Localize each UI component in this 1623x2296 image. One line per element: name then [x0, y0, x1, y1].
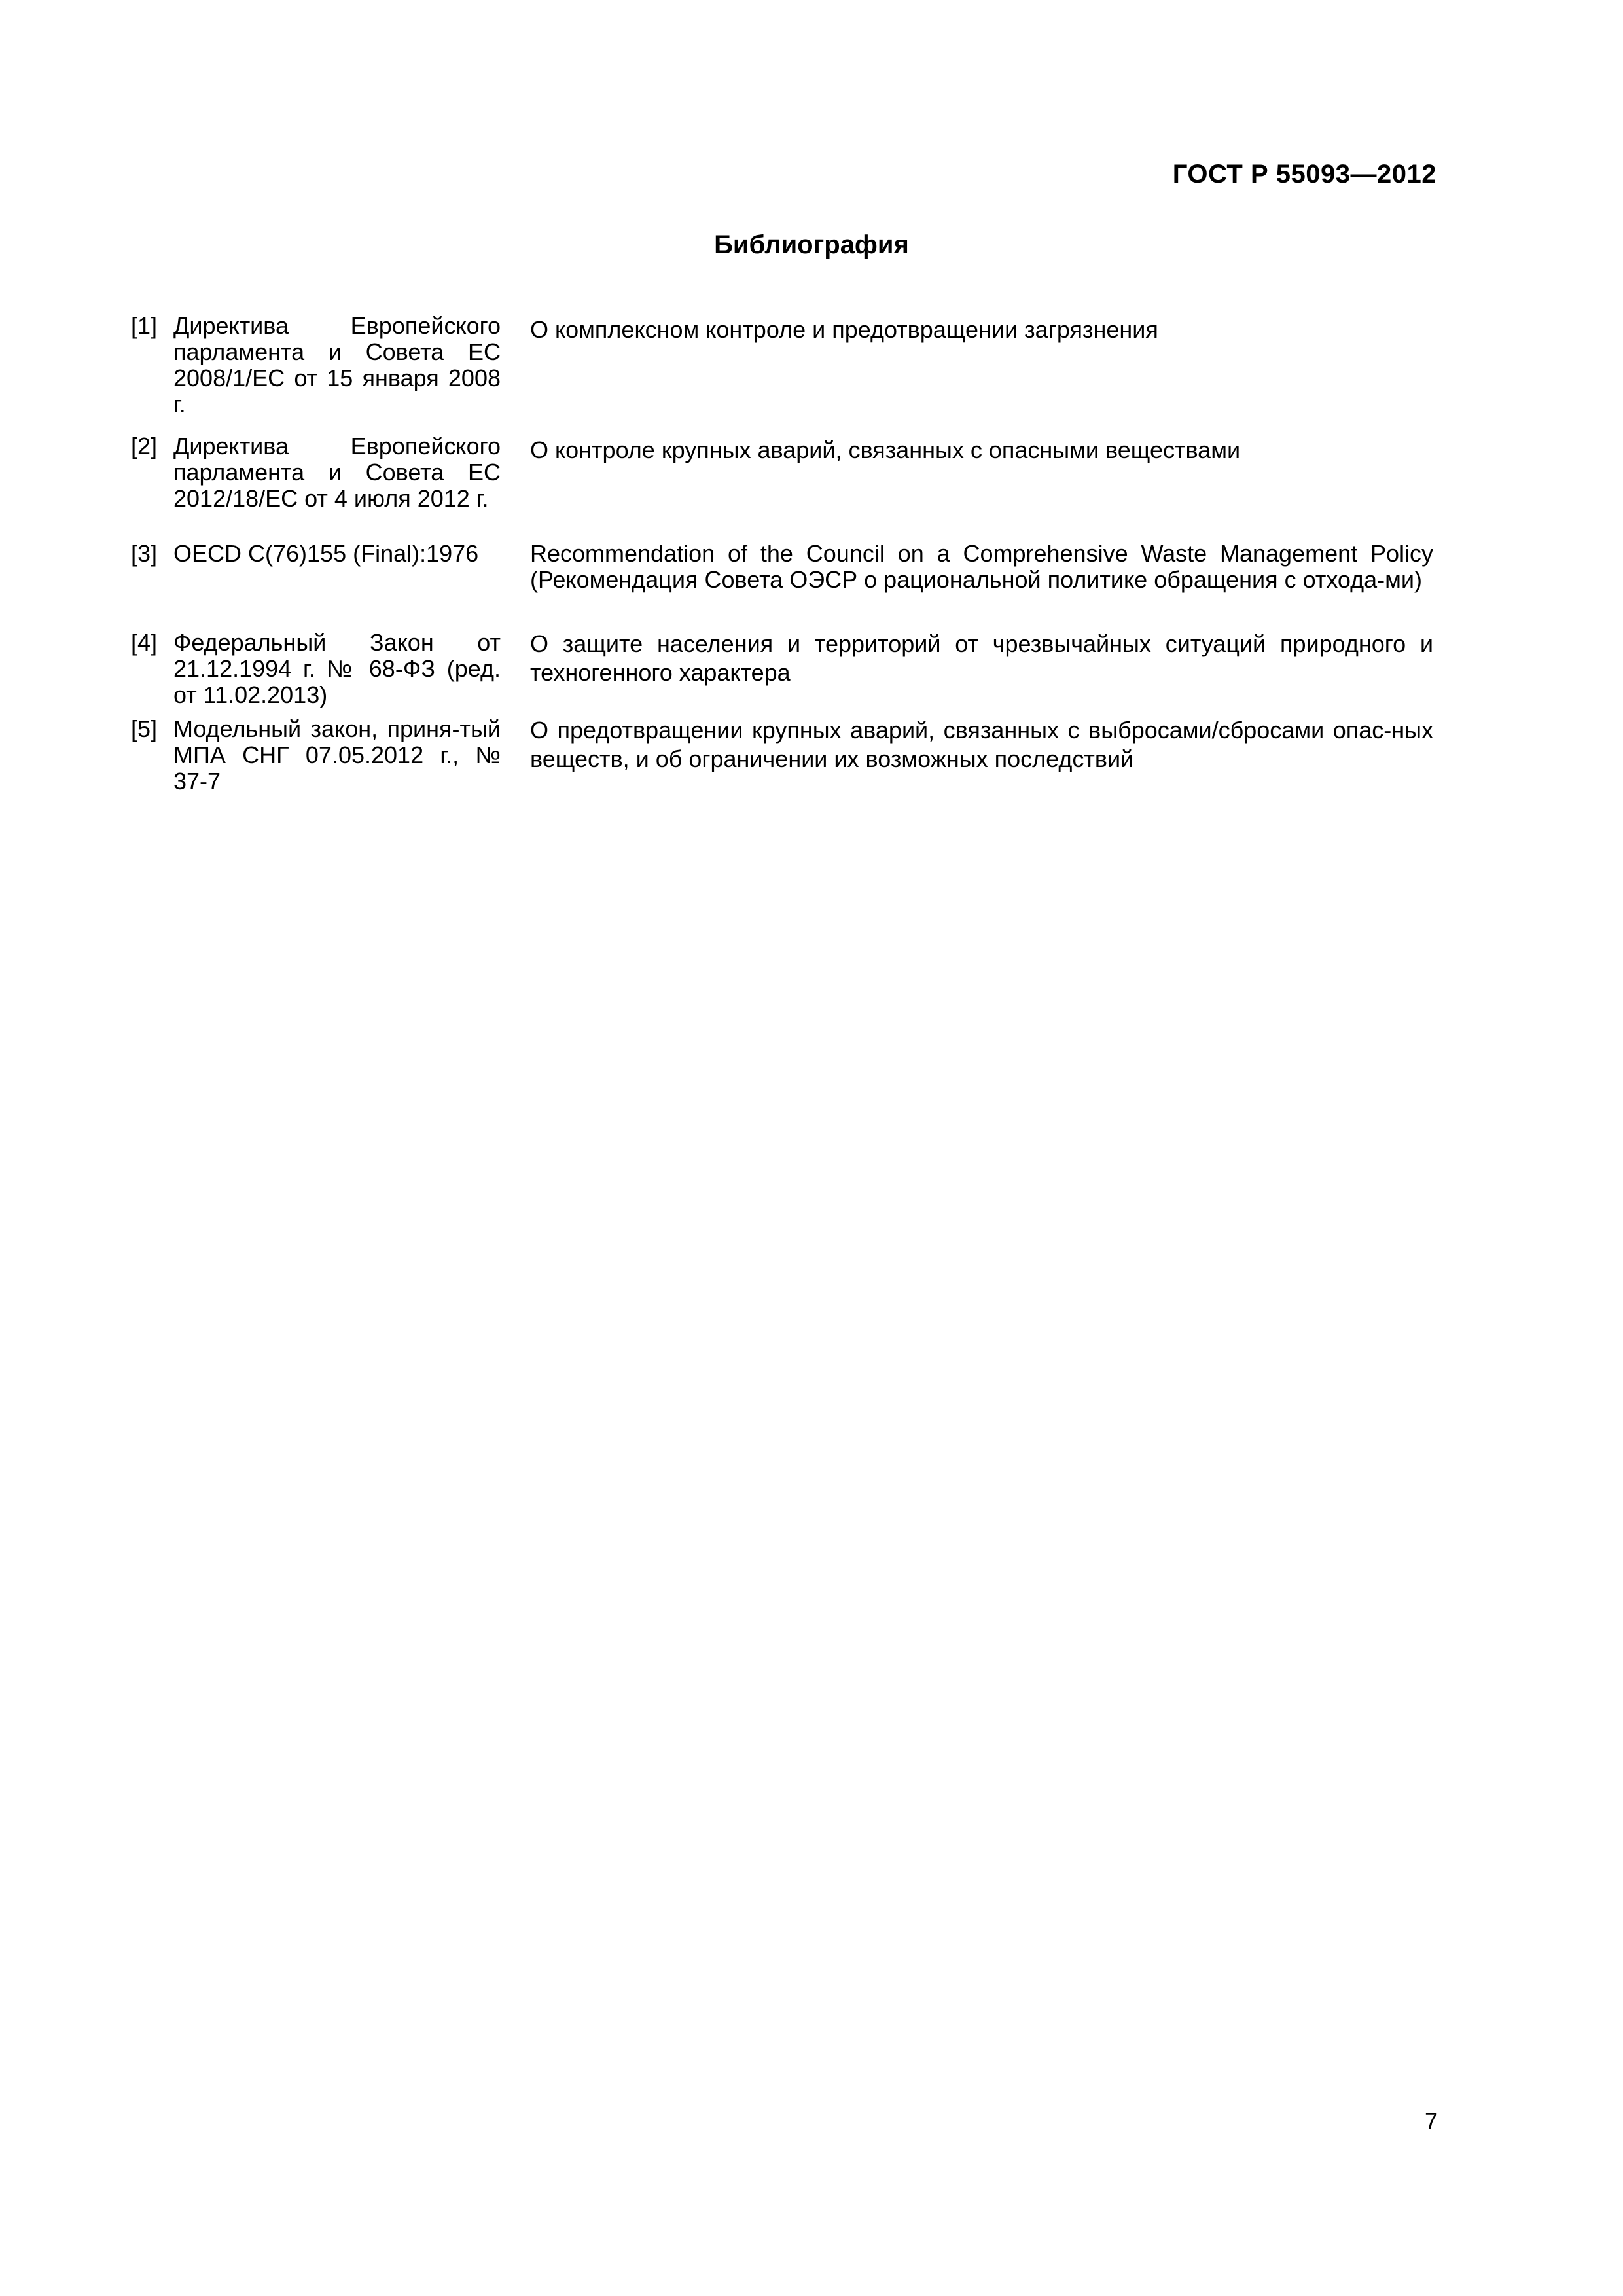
bibliography-list — [131, 313, 1436, 800]
bibliography-entry — [131, 433, 1436, 538]
bibliography-entry — [131, 716, 1436, 797]
entry-number: [3] — [131, 540, 158, 567]
entry-number: [2] — [131, 433, 158, 459]
entry-number: [1] — [131, 312, 158, 339]
entry-number: [5] — [131, 715, 158, 742]
entry-source: Директива Европейского парламента и Совета ЕС 2008/1/ЕС от 15 января 2008 г. — [173, 312, 501, 418]
entry-description: О предотвращении крупных аварий, связанных с выбросами/сбросами опас-ных веществ, и об ограничении их возможных последствий — [530, 717, 1433, 772]
entry-source: OECD C(76)155 (Final):1976 — [173, 540, 479, 567]
bibliography-entry — [131, 313, 1436, 431]
document-code: ГОСТ Р 55093—2012 — [1172, 160, 1436, 188]
entry-source: Директива Европейского парламента и Совета ЕС 2012/18/ЕС от 4 июля 2012 г. — [173, 433, 501, 512]
entry-number: [4] — [131, 629, 158, 656]
page-number: 7 — [1424, 2108, 1438, 2134]
entry-source: Федеральный Закон от 21.12.1994 г. № 68-ФЗ (ред. от 11.02.2013) — [173, 629, 501, 708]
entry-source: Модельный закон, приня-тый МПА СНГ 07.05.2012 г., № 37-7 — [173, 715, 501, 795]
entry-description: О комплексном контроле и предотвращении загрязнения — [530, 316, 1158, 343]
bibliography-title: Библиография — [714, 230, 909, 259]
bibliography-entry — [131, 630, 1436, 713]
entry-description: О защите населения и территорий от чрезвычайных ситуаций природного и техногенного характера — [530, 630, 1433, 686]
entry-description: Recommendation of the Council on a Comprehensive Waste Management Policy (Рекомендация Совета ОЭСР о рациональной политике обращения с отхода-ми) — [530, 540, 1433, 593]
entry-description: О контроле крупных аварий, связанных с опасными веществами — [530, 437, 1241, 463]
bibliography-entry — [131, 541, 1436, 627]
